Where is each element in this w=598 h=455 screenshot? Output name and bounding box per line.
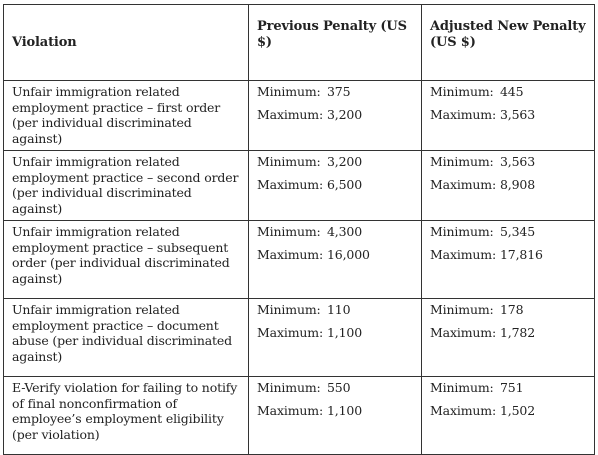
adjusted-max-line: [430, 247, 587, 263]
previous-min-value: 3,200: [327, 154, 363, 169]
adjusted-max-line: [430, 325, 587, 341]
previous-penalty-cell: [249, 151, 422, 221]
previous-penalty-cell: [249, 221, 422, 299]
violation-text: E-Verify violation for failing to notify of final nonconfirmation of employee’s employment eligibility (per violation): [12, 380, 238, 442]
previous-min-line: [257, 224, 414, 240]
violation-text: Unfair immigration related employment practice – second order (per individual discriminated against): [12, 154, 239, 216]
previous-min-value: 375: [327, 84, 351, 99]
max-label: Maximum:: [257, 247, 324, 262]
max-label: Maximum:: [430, 247, 497, 262]
previous-max-line: [257, 403, 414, 419]
previous-penalty-cell: [249, 299, 422, 377]
table-row: [4, 299, 595, 377]
adjusted-penalty-cell: [422, 377, 595, 455]
max-label: Maximum:: [257, 107, 324, 122]
min-label: Minimum:: [257, 380, 321, 395]
max-label: Maximum:: [257, 325, 324, 340]
adjusted-max-line: [430, 177, 587, 193]
adjusted-max-value: 8,908: [500, 177, 536, 192]
max-label: Maximum:: [430, 325, 497, 340]
adjusted-max-value: 17,816: [500, 247, 543, 262]
previous-max-value: 1,100: [327, 325, 363, 340]
previous-max-line: [257, 247, 414, 263]
adjusted-min-line: [430, 224, 587, 240]
adjusted-max-line: [430, 403, 587, 419]
max-label: Maximum:: [430, 403, 497, 418]
violation-text: Unfair immigration related employment practice – subsequent order (per individual discriminated against): [12, 224, 230, 286]
adjusted-min-line: [430, 302, 587, 318]
header-violation: Violation: [4, 5, 249, 81]
header-row: [4, 5, 595, 81]
min-label: Minimum:: [257, 154, 321, 169]
adjusted-penalty-cell: [422, 151, 595, 221]
table-row: [4, 221, 595, 299]
violation-text: Unfair immigration related employment practice – document abuse (per individual discriminated against): [12, 302, 233, 364]
table-row: [4, 81, 595, 151]
previous-max-value: 6,500: [327, 177, 363, 192]
max-label: Maximum:: [257, 177, 324, 192]
previous-max-value: 16,000: [327, 247, 370, 262]
violation-cell: [4, 151, 249, 221]
previous-max-value: 3,200: [327, 107, 363, 122]
previous-penalty-cell: [249, 377, 422, 455]
adjusted-min-line: [430, 154, 587, 170]
min-label: Minimum:: [430, 302, 494, 317]
violation-cell: [4, 221, 249, 299]
adjusted-max-value: 1,502: [500, 403, 536, 418]
min-label: Minimum:: [257, 84, 321, 99]
min-label: Minimum:: [430, 224, 494, 239]
previous-penalty-cell: [249, 81, 422, 151]
min-label: Minimum:: [430, 380, 494, 395]
previous-min-line: [257, 302, 414, 318]
previous-min-value: 4,300: [327, 224, 363, 239]
min-label: Minimum:: [257, 224, 321, 239]
table-row: [4, 377, 595, 455]
previous-max-line: [257, 325, 414, 341]
previous-max-line: [257, 107, 414, 123]
min-label: Minimum:: [430, 154, 494, 169]
max-label: Maximum:: [257, 403, 324, 418]
previous-min-value: 550: [327, 380, 351, 395]
previous-min-line: [257, 84, 414, 100]
adjusted-min-value: 178: [500, 302, 524, 317]
min-label: Minimum:: [257, 302, 321, 317]
table-row: [4, 151, 595, 221]
adjusted-max-value: 1,782: [500, 325, 536, 340]
previous-max-line: [257, 177, 414, 193]
adjusted-min-value: 3,563: [500, 154, 536, 169]
violation-cell: [4, 377, 249, 455]
violation-text: Unfair immigration related employment practice – first order (per individual discriminated against): [12, 84, 221, 146]
previous-min-value: 110: [327, 302, 351, 317]
previous-min-line: [257, 380, 414, 396]
adjusted-max-line: [430, 107, 587, 123]
min-label: Minimum:: [430, 84, 494, 99]
adjusted-min-value: 445: [500, 84, 524, 99]
header-adjusted-new-penalty: Adjusted New Penalty (US $): [422, 5, 595, 81]
adjusted-penalty-cell: [422, 299, 595, 377]
adjusted-penalty-cell: [422, 221, 595, 299]
penalty-table: [3, 4, 595, 455]
adjusted-min-line: [430, 380, 587, 396]
previous-min-line: [257, 154, 414, 170]
max-label: Maximum:: [430, 177, 497, 192]
adjusted-min-value: 751: [500, 380, 524, 395]
previous-max-value: 1,100: [327, 403, 363, 418]
adjusted-penalty-cell: [422, 81, 595, 151]
adjusted-max-value: 3,563: [500, 107, 536, 122]
violation-cell: [4, 81, 249, 151]
header-previous-penalty: Previous Penalty (US $): [249, 5, 422, 81]
max-label: Maximum:: [430, 107, 497, 122]
violation-cell: [4, 299, 249, 377]
adjusted-min-line: [430, 84, 587, 100]
adjusted-min-value: 5,345: [500, 224, 536, 239]
